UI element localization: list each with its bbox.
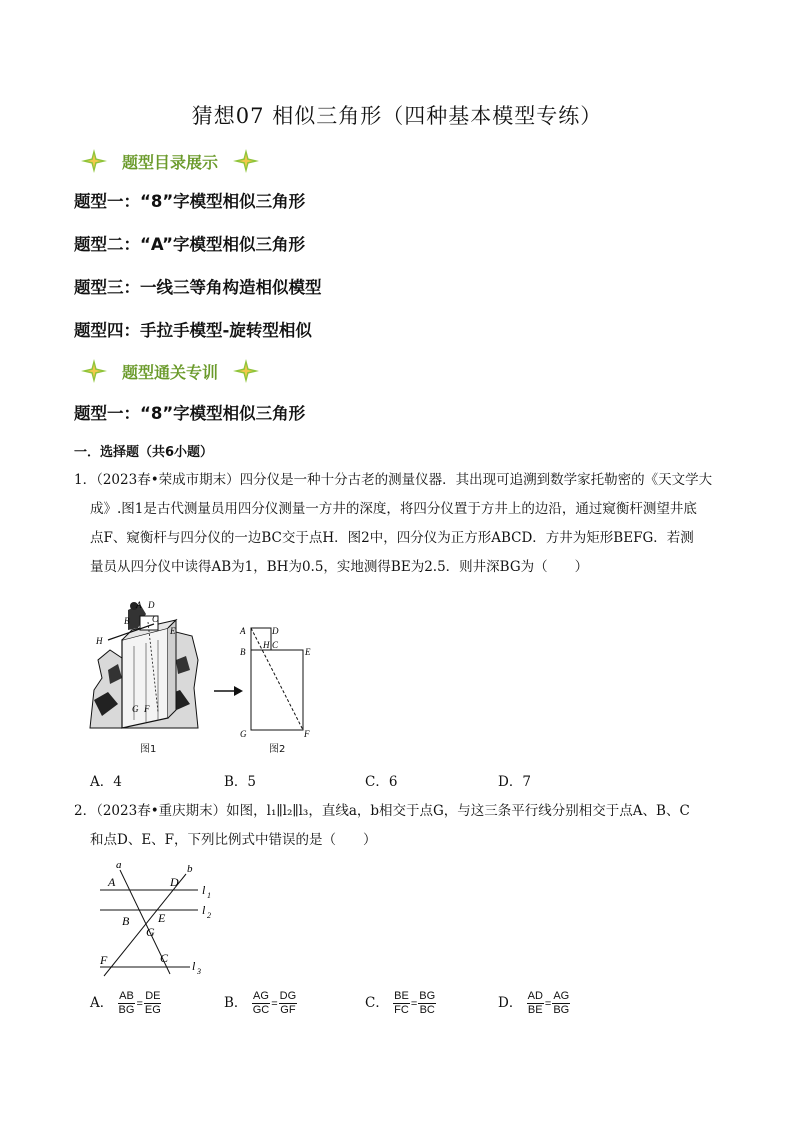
q2-label-G: G (146, 925, 155, 939)
q2-label-A: A (108, 875, 116, 889)
fraction-numerator: AG (253, 990, 269, 1002)
q2-option-a[interactable] (90, 990, 162, 1017)
fig2-label-F: F (304, 729, 310, 739)
q2-label-l2-sub: 2 (207, 911, 211, 920)
q2-label-l2: l (202, 903, 206, 917)
q2-label-B: B (122, 914, 130, 928)
fig2-label-D: D (272, 626, 279, 636)
catalog-item-1[interactable]: 题型一：“8”字模型相似三角形 (74, 192, 306, 211)
fig1-label-E: E (170, 626, 176, 636)
fig2-label-H: H (263, 640, 270, 650)
q2-label-C: C (160, 951, 169, 965)
fraction (118, 990, 136, 1017)
question-2 (74, 797, 728, 855)
q2-label-F: F (100, 953, 108, 967)
fig2-label-B: B (240, 647, 246, 657)
equals-sign: = (544, 997, 552, 1010)
fraction-denominator: BG (553, 1004, 570, 1016)
fig2-label-E: E (305, 647, 311, 657)
q2-label-a: a (116, 859, 122, 871)
q1-option-a[interactable]: A．4 (90, 774, 122, 790)
q2-option-c-letter: C． (365, 995, 389, 1011)
q2-option-a-letter: A． (90, 995, 114, 1011)
fig1-label-H: H (96, 636, 103, 646)
q2-line-2: 和点D、E、F，下列比例式中错误的是（ ） (90, 832, 377, 848)
fig1-label-C: C (152, 614, 159, 624)
fraction-denominator: BE (527, 1004, 543, 1016)
q1-option-b[interactable]: B．5 (224, 774, 257, 790)
equals-sign: = (136, 997, 143, 1010)
q2-label-l1-sub: 1 (207, 891, 211, 900)
q2-figure (86, 856, 216, 984)
q2-line-1: 2．（2023春•重庆期末）如图，l₁∥l₂∥l₃，直线a，b相交于点G，与这三条平行线分别相交于点A、B、C (74, 803, 690, 819)
q2-label-D: D (170, 875, 179, 889)
q1-line-3: 点F、窥衡杆与四分仪的一边BC交于点H．图2中，四分仪为正方形ABCD．方井为矩形BEFG．若测 (90, 530, 694, 546)
fraction-numerator: AG (553, 990, 570, 1002)
q1-option-c[interactable]: C．6 (365, 774, 398, 790)
equals-sign: = (410, 997, 418, 1010)
fraction-denominator: GF (280, 1004, 296, 1016)
fraction-denominator: BC (419, 1004, 435, 1016)
fraction-numerator: DG (279, 990, 297, 1002)
q1-line-4: 量员从四分仪中读得AB为1，BH为0.5，实地测得BE为2.5．则井深BG为（ ） (90, 559, 589, 575)
q1-line-2: 成》.图1是古代测量员用四分仪测量一方井的深度，将四分仪置于方井上的边沿，通过窥衡杆测望井底 (90, 501, 697, 517)
catalog-item-3[interactable]: 题型三：一线三等角构造相似模型 (74, 278, 322, 297)
fraction-numerator: BE (394, 990, 409, 1002)
section-training-header (80, 358, 260, 384)
q2-label-E: E (158, 911, 166, 925)
fraction-numerator: BG (419, 990, 436, 1002)
fig1-label-A: A (136, 600, 142, 610)
q2-option-b[interactable] (224, 990, 297, 1017)
section-catalog-label: 题型目录展示 (122, 152, 219, 172)
fraction (527, 990, 544, 1017)
fig2-label-A: A (240, 626, 246, 636)
fraction-denominator: BG (118, 1004, 135, 1016)
catalog-item-2[interactable]: 题型二：“A”字模型相似三角形 (74, 235, 305, 254)
q1-line-1: 1．（2023春•荣成市期末）四分仪是一种十分古老的测量仪器．其出现可追溯到数学家托勒密的《天文学大 (74, 472, 713, 488)
sparkle-icon (232, 148, 260, 174)
page-title: 猜想07 相似三角形（四种基本模型专练） (191, 104, 603, 128)
equals-sign: = (271, 997, 278, 1010)
q1-figure-1 (88, 600, 200, 730)
q2-label-l1: l (202, 883, 206, 897)
q2-label-b: b (187, 863, 193, 875)
fraction (144, 990, 162, 1017)
fraction (279, 990, 298, 1017)
q1-fig2-caption: 图2 (269, 744, 286, 755)
fraction (418, 990, 436, 1017)
part-heading: 一．选择题（共6小题） (74, 445, 214, 460)
fraction-denominator: FC (394, 1004, 409, 1016)
q2-option-c[interactable] (365, 990, 436, 1017)
current-type-heading: 题型一：“8”字模型相似三角形 (74, 404, 306, 423)
fraction (252, 990, 271, 1017)
q1-fig1-caption: 图1 (140, 744, 157, 755)
fraction-denominator: EG (144, 1004, 161, 1016)
fraction-numerator: DE (145, 990, 161, 1002)
sparkle-icon (80, 148, 108, 174)
q2-option-b-letter: B． (224, 995, 248, 1011)
fig1-label-B: B (124, 616, 130, 626)
section-catalog-header (80, 148, 260, 174)
fraction (552, 990, 570, 1017)
fig1-label-F: F (144, 704, 150, 714)
fig2-label-G: G (240, 729, 247, 739)
sparkle-icon (80, 358, 108, 384)
fraction-numerator: AD (527, 990, 543, 1002)
q2-option-d-letter: D． (498, 995, 523, 1011)
section-training-label: 题型通关专训 (122, 362, 219, 382)
question-1 (74, 466, 728, 582)
sparkle-icon (232, 358, 260, 384)
q1-option-d[interactable]: D．7 (498, 774, 531, 790)
fig1-label-D: D (148, 600, 155, 610)
catalog-item-4[interactable]: 题型四：手拉手模型-旋转型相似 (74, 321, 312, 340)
q2-label-l3: l (192, 959, 196, 973)
q2-label-l3-sub: 3 (197, 967, 201, 976)
fraction-denominator: GC (252, 1004, 270, 1016)
fig1-label-G: G (132, 704, 139, 714)
q2-option-d[interactable] (498, 990, 570, 1017)
fraction (393, 990, 410, 1017)
fig2-label-C: C (272, 640, 279, 650)
fraction-numerator: AB (119, 990, 134, 1002)
q1-figure-2 (234, 618, 324, 742)
